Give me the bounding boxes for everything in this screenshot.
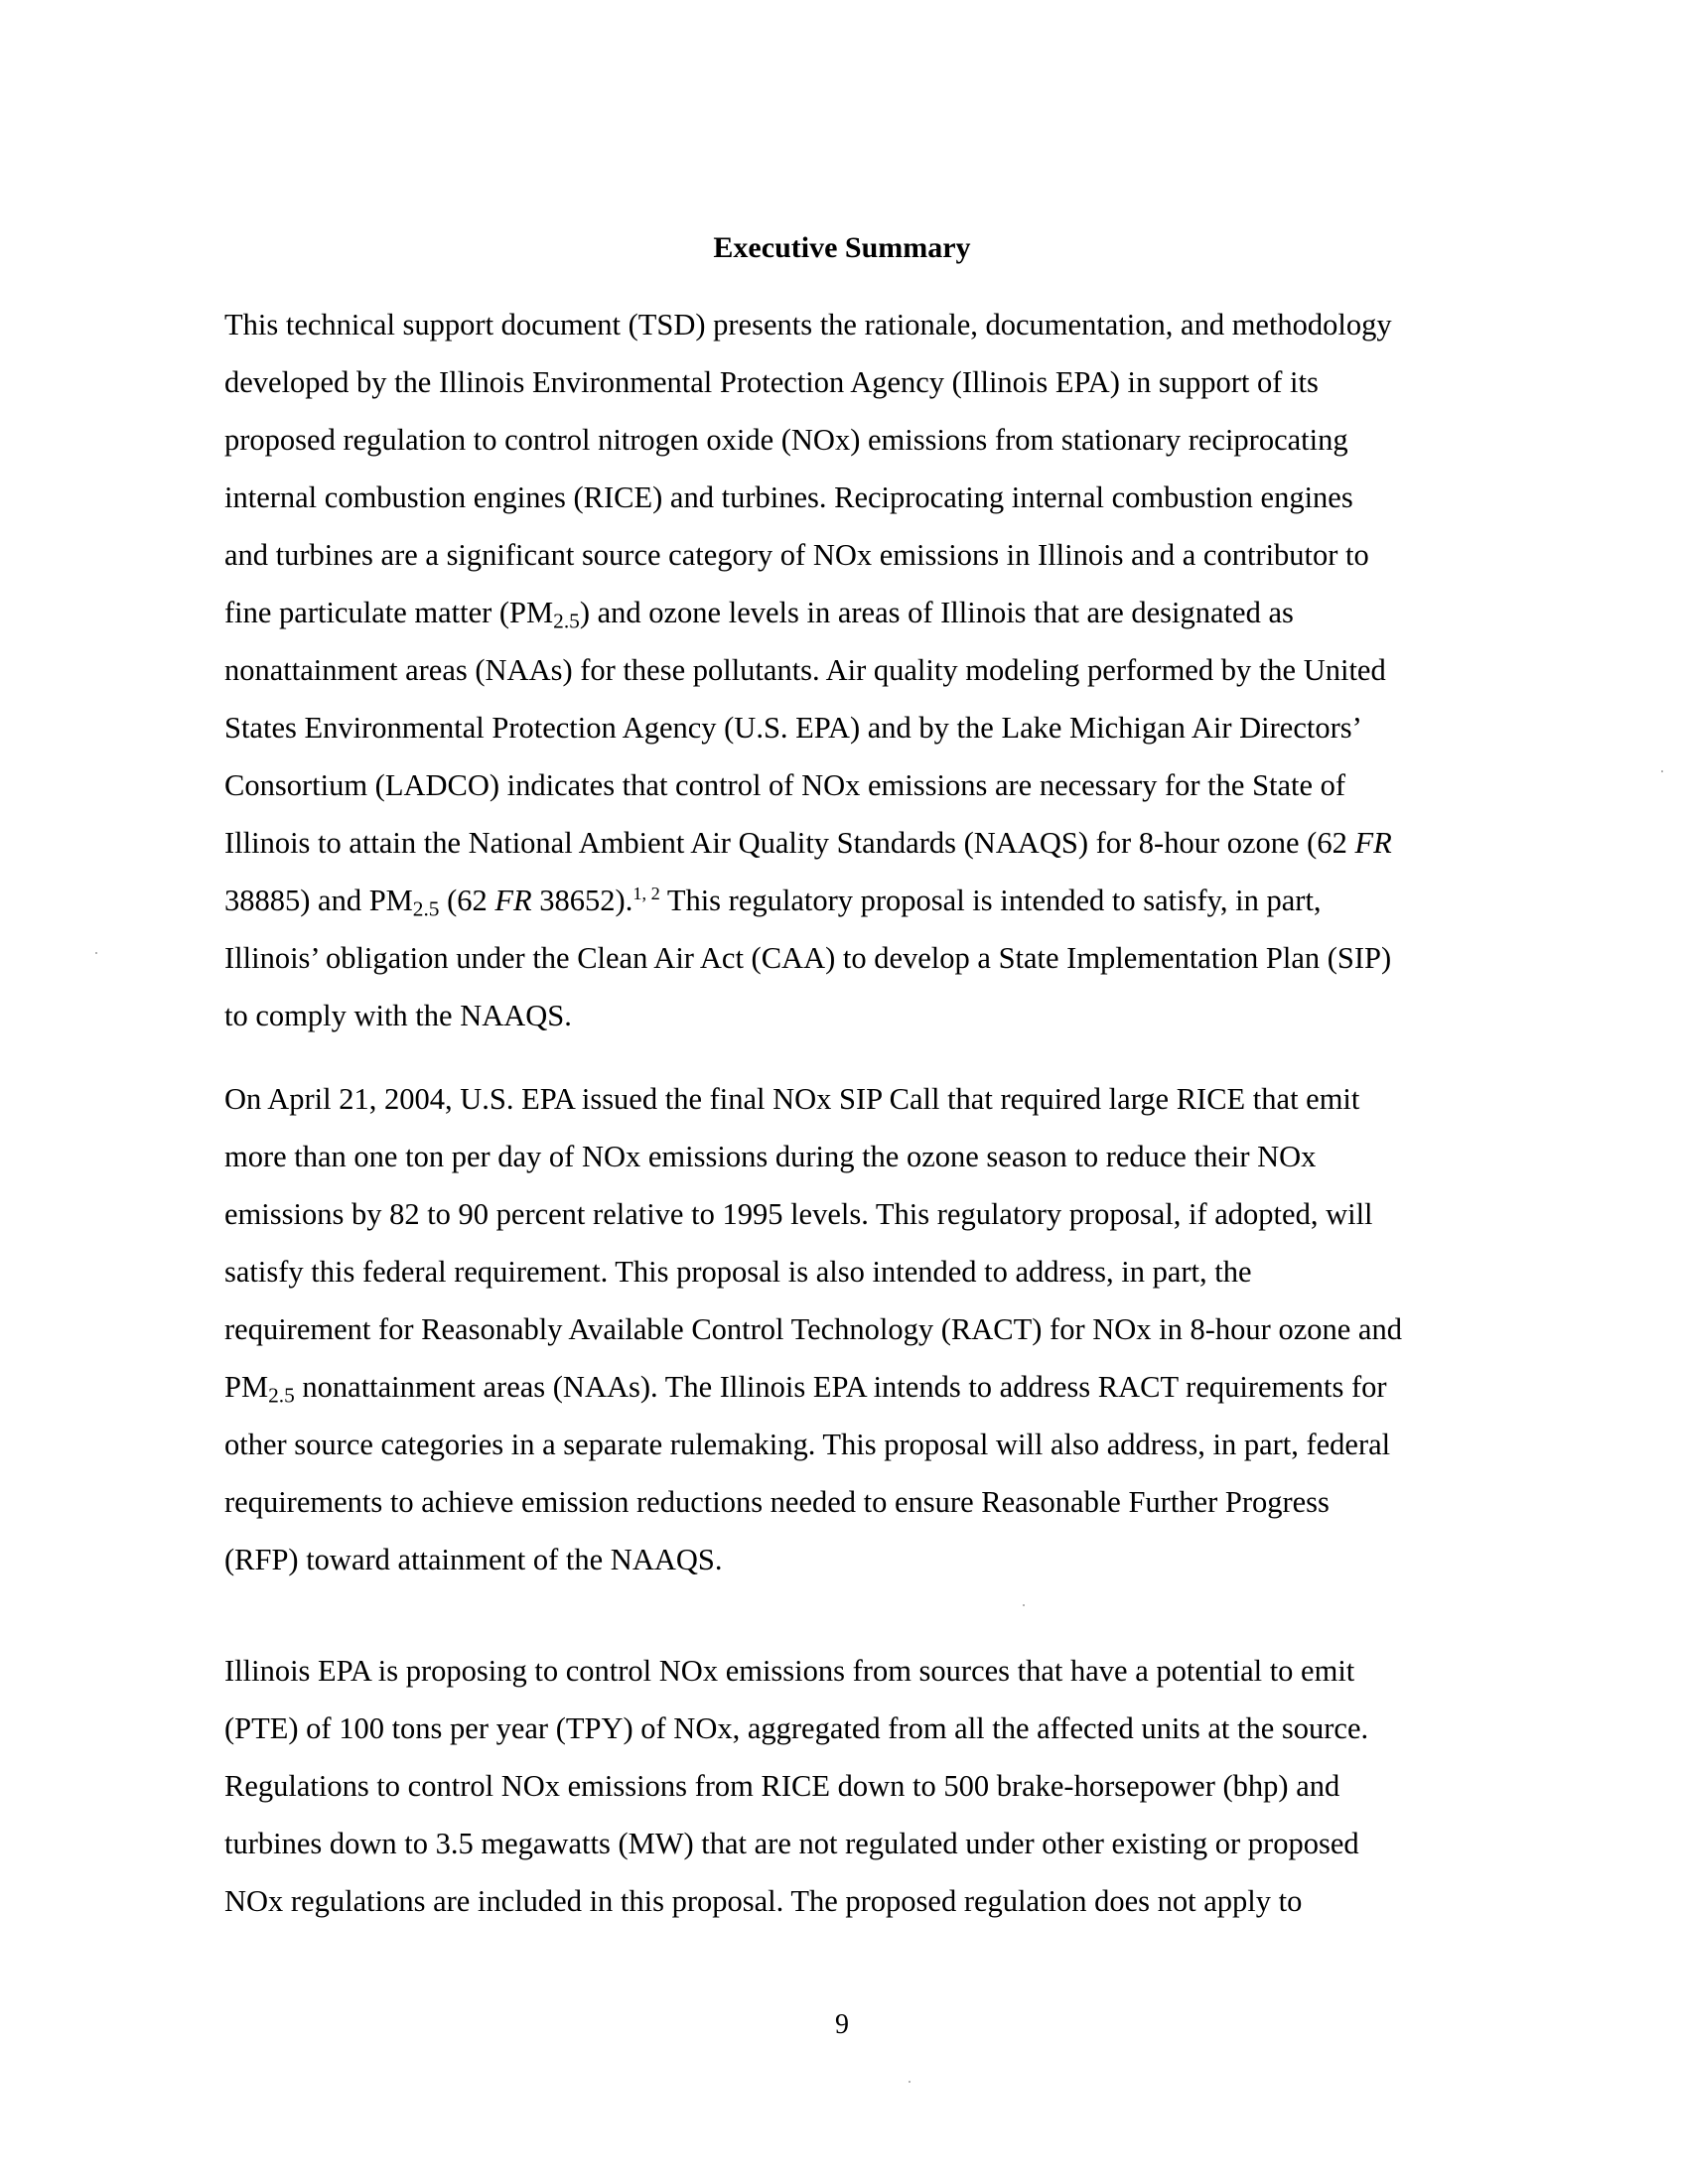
- text-line: [224, 929, 1505, 987]
- text-line: [224, 1815, 1505, 1872]
- scan-speck: [95, 952, 97, 954]
- section-title: Executive Summary: [713, 231, 971, 264]
- text-line: [224, 699, 1505, 756]
- text-line: [224, 1358, 1505, 1416]
- text-line: [224, 353, 1505, 411]
- text-run: requirement for Reasonably Available Control Technology (RACT) for NOx in 8-hour ozone and: [224, 1312, 1402, 1346]
- text-line: [224, 814, 1505, 872]
- text-run: (RFP) toward attainment of the NAAQS.: [224, 1543, 723, 1576]
- text-line: [224, 1473, 1505, 1531]
- text-run: to comply with the NAAQS.: [224, 999, 572, 1032]
- text-run: other source categories in a separate rulemaking. This proposal will also address, in part, federal: [224, 1428, 1391, 1461]
- text-run: 38885) and PM: [224, 884, 413, 917]
- text-run: This regulatory proposal is intended to satisfy, in part,: [659, 884, 1322, 917]
- text-line: [224, 1416, 1505, 1473]
- text-run: Regulations to control NOx emissions from RICE down to 500 brake-horsepower (bhp) and: [224, 1769, 1340, 1803]
- text-line: [224, 1243, 1505, 1300]
- text-run: proposed regulation to control nitrogen oxide (NOx) emissions from stationary reciprocating: [224, 423, 1348, 457]
- scan-speck: [1023, 1604, 1025, 1606]
- text-line: [224, 1070, 1505, 1128]
- text-run: developed by the Illinois Environmental Protection Agency (Illinois EPA) in support of its: [224, 365, 1319, 399]
- subscript: 2.5: [412, 896, 440, 921]
- text-line: [224, 756, 1505, 814]
- text-run: Consortium (LADCO) indicates that control of NOx emissions are necessary for the State of: [224, 768, 1346, 802]
- paragraph-3: [224, 1642, 1505, 1930]
- text-run: Illinois EPA is proposing to control NOx emissions from sources that have a potential to emit: [224, 1654, 1355, 1688]
- italic-text: FR: [494, 884, 532, 917]
- page-number: 9: [835, 2009, 849, 2040]
- text-run: 38652).: [531, 884, 633, 917]
- text-line: [224, 641, 1505, 699]
- text-run: Illinois’ obligation under the Clean Air Act (CAA) to develop a State Implementation Plan (SIP): [224, 941, 1392, 975]
- text-run: States Environmental Protection Agency (U.S. EPA) and by the Lake Michigan Air Directors’: [224, 711, 1362, 745]
- italic-text: FR: [1354, 826, 1392, 860]
- text-run: turbines down to 3.5 megawatts (MW) that are not regulated under other existing or proposed: [224, 1827, 1359, 1860]
- text-run: more than one ton per day of NOx emissions during the ozone season to reduce their NOx: [224, 1140, 1317, 1173]
- footnote-ref: 1, 2: [632, 884, 660, 904]
- text-run: and turbines are a significant source category of NOx emissions in Illinois and a contributor to: [224, 538, 1369, 572]
- text-run: This technical support document (TSD) presents the rationale, documentation, and methodology: [224, 308, 1392, 341]
- subscript: 2.5: [268, 1383, 295, 1408]
- text-line: [224, 1700, 1505, 1757]
- text-run: emissions by 82 to 90 percent relative to 1995 levels. This regulatory proposal, if adopted, will: [224, 1197, 1373, 1231]
- text-line: [224, 987, 1505, 1044]
- text-line: [224, 1757, 1505, 1815]
- text-run: NOx regulations are included in this proposal. The proposed regulation does not apply to: [224, 1884, 1303, 1918]
- text-line: [224, 296, 1505, 353]
- text-line: [224, 1185, 1505, 1243]
- text-run: ) and ozone levels in areas of Illinois that are designated as: [579, 596, 1294, 629]
- text-run: requirements to achieve emission reductions needed to ensure Reasonable Further Progress: [224, 1485, 1330, 1519]
- text-line: [224, 411, 1505, 469]
- paragraph-2: [224, 1070, 1505, 1588]
- text-line: [224, 1300, 1505, 1358]
- text-run: (62: [439, 884, 495, 917]
- text-run: fine particulate matter (PM: [224, 596, 554, 629]
- text-line: [224, 1872, 1505, 1930]
- text-run: PM: [224, 1370, 269, 1404]
- text-line: [224, 1642, 1505, 1700]
- text-run: internal combustion engines (RICE) and turbines. Reciprocating internal combustion engines: [224, 480, 1353, 514]
- text-line: [224, 1128, 1505, 1185]
- text-run: (PTE) of 100 tons per year (TPY) of NOx, aggregated from all the affected units at the source.: [224, 1711, 1369, 1745]
- scan-speck: [1661, 770, 1663, 772]
- scan-speck: [909, 2081, 911, 2083]
- text-line: [224, 872, 1505, 929]
- text-run: nonattainment areas (NAAs). The Illinois EPA intends to address RACT requirements for: [294, 1370, 1387, 1404]
- text-run: nonattainment areas (NAAs) for these pollutants. Air quality modeling performed by the United: [224, 653, 1386, 687]
- text-line: [224, 1531, 1505, 1588]
- text-run: Illinois to attain the National Ambient Air Quality Standards (NAAQS) for 8-hour ozone (62: [224, 826, 1355, 860]
- text-run: On April 21, 2004, U.S. EPA issued the final NOx SIP Call that required large RICE that emit: [224, 1082, 1360, 1116]
- text-run: satisfy this federal requirement. This proposal is also intended to address, in part, the: [224, 1255, 1252, 1289]
- text-line: [224, 526, 1505, 584]
- subscript: 2.5: [553, 609, 580, 633]
- text-line: [224, 584, 1505, 641]
- paragraph-1: [224, 296, 1505, 1044]
- text-line: [224, 469, 1505, 526]
